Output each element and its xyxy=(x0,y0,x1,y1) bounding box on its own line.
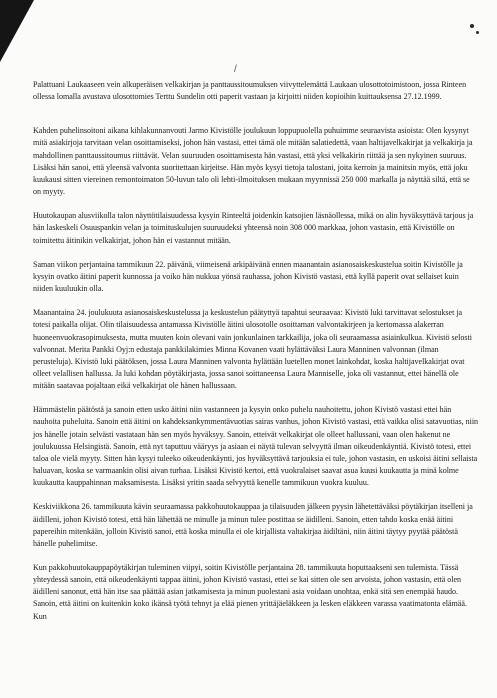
document-body xyxy=(33,79,479,623)
paragraph-phone-calls: Kahden puhelinsoitoni aikana kihlakunnanvouti Jarmo Kivistölle joulukuun loppupuolella puhuimme seuraavista asioista: Olen kysynyt mitä asiakirjoja tarvitaan velan osoittamiseksi, johon hän vastasi, ettei tämä ole mitään salatiedettä, vaan haltijavelkakirjat ja velkakirja ja mahdollinen panttaussitoumus riittävät. Velan suuruuden osoittamisesta hän vastasi, että yksi velkakirin riittää ja sen nykyinen suuruus. Lisäksi hän sanoi, että yleensä valvonta suoritettaan kirjeitse. Hän myös kysyi tietoja talostani, joita kerroin ja mainitsin myös, että joku kuukausi sitten viereinen remontoimaton 50-luvun talo oli lehti-ilmoituksen mukaan myynnissä 250 000 markalla ja näyttää siltä, että se on myyty. xyxy=(33,126,473,197)
paragraph-friday-call: Saman viikon perjantaina tammikuun 22. päivänä, viimeisenä arkipäivänä ennen maanantain asianosaiskeskustelua soitin Kivistölle ja kysyin ovatko äitini paperit kunnossa ja voiko hän nukkua yönsä rauhassa, johon Kivistö vastasi, että kyllä paperit ovat sellaiset kuin niiden kuuluukin olla. xyxy=(33,259,463,294)
scan-speck xyxy=(470,24,474,28)
paragraph-monday-meeting: Maanantaina 24. joulukuuta asianosaiskeskustelussa ja keskustelun päätyttyä tapahtui seuraavaa: Kivistö luki tarvittavat selostukset ja totesi paikalla olijat. Olin tilaisuudessa antamassa Kivistölle äitini ulosotolle osoittaman valvontakirjeen ja kertomassa alakerran huoneenvuokrasopimuksesta, mutta muuten koin olevani vain jonkunlainen tarkkailija, joka oli seuraamassa asiainkulkua. Kivistö selosti valvonnat. Merita Pankki Oyj:n edustaja pankkilakimies Minna Kovanen vaati hylättäväksi Laura Manninen valvonnan (ilman perusteluja). Kivistö luki päätöksen, jossa Laura Manninen valvonta hylättään luetellen monet lainkohdat, koska haltijavelkakirjat ovat olleet velallisen hallussa. Ja luki kohdan pöytäkirjasta, jossa sanoi soittaneensa Laura Manniselle, joka oli vastannut, ettei hänellä ole mitään saatavaa pojaltaan eikä velkakirjat ole hänen hallussaan. xyxy=(33,308,472,391)
scan-corner-shadow xyxy=(0,0,34,62)
handwritten-mark: / xyxy=(234,64,237,75)
paragraph-astonishment: Hämmästelin päätöstä ja sanoin etten usko äitini niin vastanneen ja kysyin onko puhelu nauhoitettu, johon Kivistö vastasi ettei hän nauhoita puheluita. Sanoin että äitini on kahdeksankymmentävuotias sairas vanhus, johon Kivistö vastasi, että vaikka olisi satavuotias, niin jos hänelle jotain selvästi vastataan hän sen myös hyväksyy. Sanoin, etteivät velkakirjat ole olleet hallussani, vaan olen hakenut ne joulukuussa Helsingistä. Sanoin, että nyt taputtuu vääryys ja asiaan ei näytä tulevan selvyyttä ilman oikeudenkäyntiä. Kivistö totesi, ettei taloa ole vielä myyty. Sitten hän kysyi tuleeko oikeudenkäynti, jos hyväksyttävä tarjouksia ei tule, johon vastasin, en uskoisi äitini sellaista haluavan, koska se varmaankin olisi aivan turhaa. Lisäksi Kivistö kertoi, että vuokralaiset saavat asua kuusi kuukautta ja minä kolme kuukautta kauppahinnan maksamisesta. Lisäksi yritin saada selvyyttä kenelle tammikuun vuokra kuuluu. xyxy=(33,405,479,488)
scan-speck xyxy=(476,31,479,34)
paragraph-viewing: Huutokaupan alusviikolla talon näyttötilaisuudessa kysyin Rinteeltä joidenkin katsojien läsnäollessa, mikä on alin hyväksyttävä tarjous ja hän laskeskeli Osuuspankin velan ja toimituskulujen suuruudeksi yhteensä noin 308 000 markkaa, johon vastasin, että Kivistölle on toimitettu äitinikin velkakirjat, johon hän ei vastannut mitään. xyxy=(33,211,474,245)
paragraph-friday-followup: Kun pakkohuutokauppapöytäkirjan tuleminen viipyi, soitin Kivistölle perjantaina 28. tammikuuta hoputtaakseni sen tulemista. Tässä yhteydessä sanoin, että oikeudenkäynti tappaa äitini, johon Kivistö vastasi, ettei se kai sitten ole sen arvoista, johon vastasin, että olen äidilleni sanonut, että hän itse saa päättää asian jatkamisesta ja minun puolestani asia voidaan unohtaa, enkä sitä sen enempää haudo. Sanoin, että äitini on kuitenkin koko ikänsä työtä tehnyt ja elää pienen yrittäjäeläkkeen ja lesken eläkkeen varassa vaatimatonta elämää. Kun xyxy=(33,563,467,621)
paragraph-auction-wednesday: Keskiviikkona 26. tammikuuta kävin seuraamassa pakkohuutokauppaa ja tilaisuuden jälkeen pyysin lähetettäväksi pöytäkirjan itselleni ja äidilleni, johon Kivistö totesi, että hän lähettää ne minulle ja minun tulee postittaa se äidilleni. Sanoin, etten tahdo koska enää äitini papereihin mitenkään, jolloin Kivistö sanoi, että koska minulla ei ole kirjallista valtakirjaa äidiltäni, niin äitini täytyy pyytää päätöstä hänelle puhelimitse. xyxy=(33,502,473,548)
paragraph-return-to-laukaa: Palattuani Laukaaseen vein alkuperäisen velkakirjan ja panttaussitoumuksen viivyttelemättä Laukaan ulosottotoimistoon, jossa Rinteen ollessa lomalla avustava ulosottomies Terttu Sundelin otti paperit vastaan ja kirjoitti niiden kopioihin kuittauksensa 27.12.1999. xyxy=(33,80,467,102)
